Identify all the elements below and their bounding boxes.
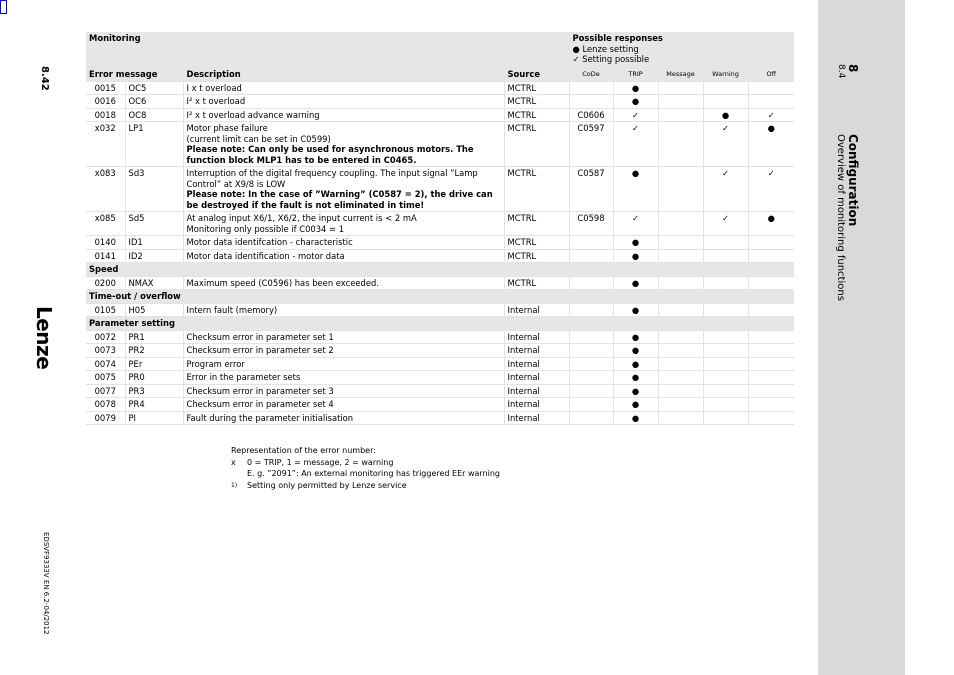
- error-source: MCTRL: [504, 167, 569, 212]
- response-message: [658, 344, 703, 358]
- error-code: LP1: [125, 122, 183, 167]
- response-message: [658, 249, 703, 263]
- code-parameter: C0598: [569, 212, 613, 236]
- response-warning: [703, 95, 748, 109]
- description-line: Error in the parameter sets: [186, 372, 301, 382]
- response-off: [748, 411, 794, 425]
- description-line: Checksum error in parameter set 4: [186, 399, 334, 409]
- code-parameter: [569, 236, 613, 250]
- error-source: Internal: [504, 303, 569, 317]
- table-row: [86, 108, 794, 122]
- error-number: 0079: [86, 411, 125, 425]
- table-row: [86, 357, 794, 371]
- description-note: Please note: In the case of ”Warning” (C0587 = 2), the drive can be destroyed if the fault is not eliminated in time!: [186, 189, 493, 210]
- error-number: 0105: [86, 303, 125, 317]
- code-parameter: [569, 249, 613, 263]
- error-source: MCTRL: [504, 122, 569, 167]
- error-description: [183, 236, 504, 250]
- chapter-subnumber: 8.4: [836, 64, 846, 79]
- description-line: Motor data identifcation - characteristic: [186, 237, 353, 247]
- error-number: 0075: [86, 371, 125, 385]
- response-trip: ●: [613, 81, 658, 95]
- error-description: [183, 122, 504, 167]
- col-description: Description: [183, 68, 504, 82]
- error-description: [183, 371, 504, 385]
- response-warning: [703, 330, 748, 344]
- error-code: OC5: [125, 81, 183, 95]
- response-warning: [703, 303, 748, 317]
- response-trip: ✓: [613, 212, 658, 236]
- response-message: [658, 95, 703, 109]
- error-number: 0072: [86, 330, 125, 344]
- col-error-message: Error message: [86, 68, 183, 82]
- footnote-example: E. g. ”2091”: An external monitoring has triggered EEr warning: [247, 469, 500, 478]
- description-line: Motor phase failure: [186, 123, 268, 133]
- response-off: [748, 357, 794, 371]
- response-warning: [703, 81, 748, 95]
- response-warning: [703, 236, 748, 250]
- chapter-title: Configuration: [846, 134, 860, 227]
- description-line: Program error: [186, 358, 245, 369]
- section-row: [86, 290, 794, 304]
- footnote-1-label: 1): [231, 481, 238, 489]
- error-code: NMAX: [125, 276, 183, 290]
- response-trip: ●: [613, 344, 658, 358]
- col-message: Message: [658, 68, 703, 82]
- response-off: ●: [748, 212, 794, 236]
- description-line: I x t overload: [186, 82, 242, 93]
- error-source: MCTRL: [504, 276, 569, 290]
- response-trip: ●: [613, 95, 658, 109]
- response-trip: ●: [613, 398, 658, 412]
- possible-responses-label: Possible responses: [572, 33, 663, 43]
- code-parameter: [569, 81, 613, 95]
- error-description: [183, 276, 504, 290]
- corner-marker: [0, 0, 7, 14]
- footnote-1-text: Setting only permitted by Lenze service: [247, 480, 407, 490]
- response-off: [748, 330, 794, 344]
- legend-setting-possible: ✓ Setting possible: [572, 54, 650, 64]
- description-line: At analog input X6/1, X6/2, the input current is < 2 mA: [186, 213, 417, 223]
- error-code: PR1: [125, 330, 183, 344]
- response-trip: ●: [613, 303, 658, 317]
- error-description: [183, 398, 504, 412]
- code-parameter: [569, 276, 613, 290]
- response-message: [658, 384, 703, 398]
- response-warning: [703, 357, 748, 371]
- response-message: [658, 357, 703, 371]
- response-message: [658, 303, 703, 317]
- footnotes: [231, 445, 500, 491]
- table-row: [86, 212, 794, 236]
- description-line: Monitoring only possible if C0034 = 1: [186, 223, 345, 234]
- error-source: MCTRL: [504, 212, 569, 236]
- response-trip: ●: [613, 330, 658, 344]
- error-source: Internal: [504, 384, 569, 398]
- response-warning: [703, 249, 748, 263]
- response-warning: [703, 384, 748, 398]
- error-number: 0141: [86, 249, 125, 263]
- table-row: [86, 371, 794, 385]
- section-label: Time-out / overflow: [86, 290, 794, 304]
- code-parameter: [569, 330, 613, 344]
- error-description: [183, 344, 504, 358]
- error-description: [183, 249, 504, 263]
- table-row: [86, 344, 794, 358]
- response-warning: ✓: [703, 167, 748, 212]
- response-warning: [703, 411, 748, 425]
- response-off: ✓: [748, 108, 794, 122]
- table-row: [86, 167, 794, 212]
- description-line: Checksum error in parameter set 2: [186, 345, 334, 355]
- description-line: Interruption of the digital frequency coupling. The input signal ”Lamp Control” at X9/8 is LOW: [186, 168, 478, 189]
- description-line: Motor data identification - motor data: [186, 250, 345, 261]
- error-code: OC8: [125, 108, 183, 122]
- error-source: MCTRL: [504, 108, 569, 122]
- table-body: [86, 81, 794, 425]
- error-code: ID2: [125, 249, 183, 263]
- response-message: [658, 398, 703, 412]
- response-trip: ●: [613, 384, 658, 398]
- description-line: Fault during the parameter initialisation: [186, 412, 354, 423]
- error-code: PI: [125, 411, 183, 425]
- table-row: [86, 122, 794, 167]
- response-message: [658, 81, 703, 95]
- response-trip: ●: [613, 236, 658, 250]
- response-message: [658, 411, 703, 425]
- table-header-row: [86, 32, 794, 68]
- response-trip: ●: [613, 249, 658, 263]
- response-warning: ✓: [703, 122, 748, 167]
- error-source: MCTRL: [504, 236, 569, 250]
- error-source: Internal: [504, 330, 569, 344]
- footnote-x: [231, 457, 500, 469]
- col-off: Off: [748, 68, 794, 82]
- table-row: [86, 81, 794, 95]
- response-warning: [703, 398, 748, 412]
- code-parameter: [569, 344, 613, 358]
- error-number: 0077: [86, 384, 125, 398]
- code-parameter: [569, 371, 613, 385]
- table-row: [86, 276, 794, 290]
- response-off: [748, 236, 794, 250]
- response-off: [748, 344, 794, 358]
- response-message: [658, 236, 703, 250]
- response-warning: [703, 371, 748, 385]
- code-parameter: [569, 303, 613, 317]
- footnote-representation: Representation of the error number:: [231, 446, 376, 455]
- table-row: [86, 411, 794, 425]
- description-line: Intern fault (memory): [186, 304, 278, 315]
- monitoring-table: [86, 32, 794, 425]
- error-source: MCTRL: [504, 81, 569, 95]
- section-label: Speed: [86, 263, 794, 277]
- chapter-number: 8: [846, 64, 860, 73]
- error-description: [183, 357, 504, 371]
- legend-lenze-setting: ● Lenze setting: [572, 43, 639, 54]
- error-code: Sd5: [125, 212, 183, 236]
- footnote-x-label: x: [231, 457, 236, 467]
- error-code: PR4: [125, 398, 183, 412]
- error-number: x083: [86, 167, 125, 212]
- error-description: [183, 411, 504, 425]
- chapter-section: Overview of monitoring functions: [835, 134, 846, 301]
- table-row: [86, 384, 794, 398]
- response-off: [748, 81, 794, 95]
- error-number: x032: [86, 122, 125, 167]
- col-warning: Warning: [703, 68, 748, 82]
- response-off: ✓: [748, 167, 794, 212]
- footnote-x-text: 0 = TRIP, 1 = message, 2 = warning: [247, 457, 394, 467]
- response-message: [658, 276, 703, 290]
- description-line: Checksum error in parameter set 3: [186, 385, 334, 396]
- error-number: 0200: [86, 276, 125, 290]
- error-source: Internal: [504, 398, 569, 412]
- error-source: MCTRL: [504, 249, 569, 263]
- response-warning: [703, 276, 748, 290]
- response-message: [658, 212, 703, 236]
- code-parameter: [569, 411, 613, 425]
- code-parameter: C0587: [569, 167, 613, 212]
- error-source: Internal: [504, 357, 569, 371]
- error-number: 0074: [86, 357, 125, 371]
- code-parameter: C0597: [569, 122, 613, 167]
- response-trip: ●: [613, 167, 658, 212]
- col-source: Source: [504, 68, 569, 82]
- table-row: [86, 95, 794, 109]
- error-number: 0073: [86, 344, 125, 358]
- monitoring-header: Monitoring: [86, 32, 569, 68]
- error-source: Internal: [504, 344, 569, 358]
- possible-responses-header: [569, 32, 794, 68]
- description-line: Maximum speed (C0596) has been exceeded.: [186, 277, 379, 288]
- error-number: 0140: [86, 236, 125, 250]
- footnote-1: [231, 480, 500, 492]
- section-row: [86, 263, 794, 277]
- error-description: [183, 95, 504, 109]
- chapter-side-band: [818, 0, 905, 675]
- code-parameter: C0606: [569, 108, 613, 122]
- error-number: x085: [86, 212, 125, 236]
- response-off: [748, 398, 794, 412]
- response-warning: [703, 344, 748, 358]
- error-description: [183, 212, 504, 236]
- response-message: [658, 108, 703, 122]
- error-description: [183, 384, 504, 398]
- response-off: [748, 371, 794, 385]
- code-parameter: [569, 95, 613, 109]
- error-number: 0016: [86, 95, 125, 109]
- section-row: [86, 317, 794, 331]
- response-off: [748, 303, 794, 317]
- response-warning: ●: [703, 108, 748, 122]
- col-code: CoDe: [569, 68, 613, 82]
- response-trip: ✓: [613, 122, 658, 167]
- table-row: [86, 236, 794, 250]
- response-warning: ✓: [703, 212, 748, 236]
- error-description: [183, 167, 504, 212]
- error-number: 0015: [86, 81, 125, 95]
- error-source: Internal: [504, 411, 569, 425]
- error-code: PR3: [125, 384, 183, 398]
- description-note: Please note: Can only be used for asynchronous motors. The function block MLP1 has to be entered in C0465.: [186, 144, 474, 165]
- error-description: [183, 81, 504, 95]
- error-code: Sd3: [125, 167, 183, 212]
- response-off: [748, 249, 794, 263]
- error-source: Internal: [504, 371, 569, 385]
- section-label: Parameter setting: [86, 317, 794, 331]
- table-row: [86, 398, 794, 412]
- table-row: [86, 249, 794, 263]
- page-number: 8.42: [39, 66, 50, 91]
- response-trip: ✓: [613, 108, 658, 122]
- response-message: [658, 122, 703, 167]
- error-description: [183, 303, 504, 317]
- document-id: EDSVF9333V EN 6.2-04/2012: [42, 532, 50, 635]
- description-line: (current limit can be set in C0599): [186, 133, 331, 144]
- response-trip: ●: [613, 276, 658, 290]
- code-parameter: [569, 357, 613, 371]
- error-description: [183, 330, 504, 344]
- error-number: 0078: [86, 398, 125, 412]
- code-parameter: [569, 398, 613, 412]
- response-message: [658, 330, 703, 344]
- error-code: PR2: [125, 344, 183, 358]
- error-description: [183, 108, 504, 122]
- table-row: [86, 330, 794, 344]
- error-code: PR0: [125, 371, 183, 385]
- response-off: [748, 384, 794, 398]
- description-line: I² x t overload advance warning: [186, 109, 320, 120]
- description-line: Checksum error in parameter set 1: [186, 331, 334, 342]
- response-trip: ●: [613, 411, 658, 425]
- response-message: [658, 167, 703, 212]
- response-off: ●: [748, 122, 794, 167]
- error-source: MCTRL: [504, 95, 569, 109]
- response-off: [748, 95, 794, 109]
- column-header-row: [86, 68, 794, 82]
- error-code: OC6: [125, 95, 183, 109]
- table-row: [86, 303, 794, 317]
- description-line: I² x t overload: [186, 96, 246, 106]
- response-trip: ●: [613, 357, 658, 371]
- lenze-logo: Lenze: [32, 306, 56, 370]
- response-trip: ●: [613, 371, 658, 385]
- response-message: [658, 371, 703, 385]
- code-parameter: [569, 384, 613, 398]
- error-code: H05: [125, 303, 183, 317]
- error-code: ID1: [125, 236, 183, 250]
- error-number: 0018: [86, 108, 125, 122]
- response-off: [748, 276, 794, 290]
- col-trip: TRIP: [613, 68, 658, 82]
- error-code: PEr: [125, 357, 183, 371]
